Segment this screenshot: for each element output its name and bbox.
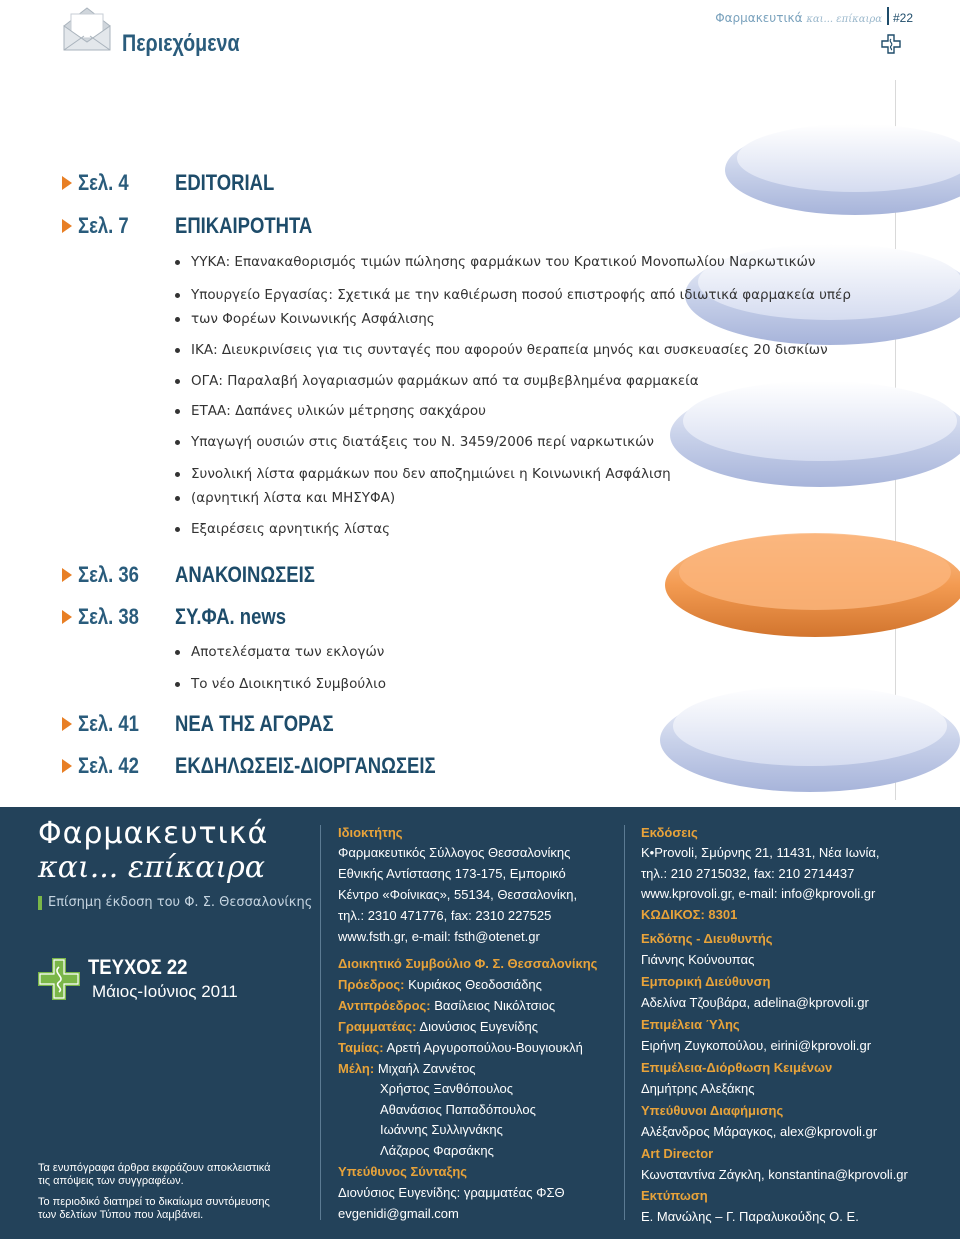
toc-entry[interactable] xyxy=(62,604,178,630)
colophon-entry xyxy=(338,1019,538,1034)
colophon-person: Μιχαήλ Ζαννέτος xyxy=(374,1061,476,1076)
toc-page: Σελ. 38 xyxy=(78,604,139,629)
colophon-line: Γιάννης Κούνουπας xyxy=(641,952,755,967)
column-divider xyxy=(624,825,625,1220)
colophon-line: evgenidi@gmail.com xyxy=(338,1206,459,1221)
colophon-line: Κέντρο «Φοίνικας», 55134, Θεσσαλονίκη, xyxy=(338,887,578,902)
disclaimer: Το περιοδικό διατηρεί το δικαίωμα συντόμευσης των δελτίων Τύπου που λαμβάνει. xyxy=(38,1196,270,1221)
list-item[interactable]: ΟΓΑ: Παραλαβή λογαριασμών φαρμάκων από τα συμβεβλημένα φαρμακεία xyxy=(175,369,699,393)
toc-page: Σελ. 36 xyxy=(78,562,139,587)
list-item[interactable]: Υπαγωγή ουσιών στις διατάξεις του Ν. 3459/2006 περί ναρκωτικών xyxy=(175,430,654,454)
colophon-heading: Ιδιοκτήτης xyxy=(338,825,403,840)
toc-title[interactable]: ΝΕΑ ΤΗΣ ΑΓΟΡΑΣ xyxy=(175,711,334,736)
colophon-heading: Εκτύπωση xyxy=(641,1188,708,1203)
toc-entry[interactable] xyxy=(62,753,178,779)
toc-page: Σελ. 41 xyxy=(78,711,139,736)
colophon-person: Κυριάκος Θεοδοσιάδης xyxy=(404,977,542,992)
colophon-line: τηλ.: 210 2715032, fax: 210 2714437 xyxy=(641,866,855,881)
list-item[interactable]: Υπουργείο Εργασίας: Σχετικά με την καθιέρωση ποσού επιστροφής από ιδιωτικά φαρμακεία υπέρ xyxy=(175,283,851,307)
issue-date: Μάιος-Ιούνιος 2011 xyxy=(92,982,238,1001)
arrow-icon xyxy=(62,568,72,582)
toc-page: Σελ. 42 xyxy=(78,753,139,778)
pill xyxy=(725,124,960,215)
running-head-sub: και... επίκαιρα xyxy=(806,14,882,25)
pharmacy-cross-icon xyxy=(38,958,80,1000)
colophon-heading: Εκδόσεις xyxy=(641,825,698,840)
pill xyxy=(660,686,960,792)
colophon-role: Μέλη: xyxy=(338,1061,375,1076)
toc-entry[interactable] xyxy=(62,213,178,239)
issue-number: #22 xyxy=(893,11,914,25)
brand-subtitle: και... επίκαιρα xyxy=(38,850,266,885)
toc-title[interactable]: EDITORIAL xyxy=(175,170,275,195)
toc-entry[interactable] xyxy=(62,711,178,737)
colophon-line: Ιωάννης Συλλιγνάκης xyxy=(380,1122,503,1137)
pill xyxy=(670,381,960,487)
issue-label: ΤΕΥΧΟΣ 22 xyxy=(88,956,188,979)
colophon-line: www.fsth.gr, e-mail: fsth@otenet.gr xyxy=(338,929,540,944)
colophon-entry xyxy=(338,977,542,992)
colophon-line: Δημήτρης Αλεξάκης xyxy=(641,1081,755,1096)
arrow-icon xyxy=(62,610,72,624)
colophon-line: Ε. Μανώλης – Γ. Παραλυκούδης Ο. Ε. xyxy=(641,1209,859,1224)
list-item[interactable]: Αποτελέσματα των εκλογών xyxy=(175,640,384,664)
arrow-icon xyxy=(62,176,72,190)
colophon-line: τηλ.: 2310 471776, fax: 2310 227525 xyxy=(338,908,552,923)
list-item-continuation[interactable]: των Φορέων Κοινωνικής Ασφάλισης xyxy=(175,307,435,331)
pill xyxy=(665,533,960,637)
colophon-line: Φαρμακευτικός Σύλλογος Θεσσαλονίκης xyxy=(338,845,571,860)
toc-entry[interactable] xyxy=(62,170,178,196)
envelope-icon xyxy=(62,6,112,52)
colophon-entry xyxy=(338,998,555,1013)
colophon-heading: Διοικητικό Συμβούλιο Φ. Σ. Θεσσαλονίκης xyxy=(338,956,598,971)
colophon-entry xyxy=(338,1040,583,1055)
list-item[interactable]: Εξαιρέσεις αρνητικής λίστας xyxy=(175,517,390,541)
colophon-line: Αθανάσιος Παπαδόπουλος xyxy=(380,1102,536,1117)
colophon-role: Αντιπρόεδρος: xyxy=(338,998,431,1013)
list-item[interactable]: ΥΥΚΑ: Επανακαθορισμός τιμών πώλησης φαρμάκων του Κρατικού Μονοπωλίου Ναρκωτικών xyxy=(175,250,815,274)
colophon-role: Γραμματέας: xyxy=(338,1019,417,1034)
toc-page: Σελ. 4 xyxy=(78,170,129,195)
colophon-entry xyxy=(338,1061,476,1076)
column-divider xyxy=(320,825,321,1220)
disclaimer: Τα ενυπόγραφα άρθρα εκφράζουν αποκλειστικά τις απόψεις των συγγραφέων. xyxy=(38,1162,271,1187)
colophon-line: www.kprovoli.gr, e-mail: info@kprovoli.gr xyxy=(641,886,876,901)
colophon-line: K•Provoli, Σμύρνης 21, 11431, Νέα Ιωνία, xyxy=(641,845,880,860)
official-publication: Επίσημη έκδοση του Φ. Σ. Θεσσαλονίκης xyxy=(48,895,313,910)
toc-title[interactable]: ΕΚΔΗΛΩΣΕΙΣ-ΔΙΟΡΓΑΝΩΣΕΙΣ xyxy=(175,753,436,778)
brand-name: Φαρμακευτικά xyxy=(38,816,269,851)
arrow-icon xyxy=(62,717,72,731)
colophon-heading: ΚΩΔΙΚΟΣ: 8301 xyxy=(641,907,738,922)
list-item-continuation[interactable]: (αρνητική λίστα και ΜΗΣΥΦΑ) xyxy=(175,486,395,510)
divider xyxy=(887,7,889,25)
list-item[interactable]: ΙΚΑ: Διευκρινίσεις για τις συνταγές που αφορούν θεραπεία μηνός και συσκευασίες 20 δισκίων xyxy=(175,338,828,362)
arrow-icon xyxy=(62,759,72,773)
colophon-person: Διονύσιος Ευγενίδης xyxy=(416,1019,539,1034)
colophon-heading: Εμπορική Διεύθυνση xyxy=(641,974,771,989)
colophon-heading: Επιμέλεια-Διόρθωση Κειμένων xyxy=(641,1060,833,1075)
accent-bar xyxy=(38,896,42,910)
colophon-line: Εθνικής Αντίστασης 173-175, Εμπορικό xyxy=(338,866,566,881)
colophon-line: Ειρήνη Ζυγκοπούλου, eirini@kprovoli.gr xyxy=(641,1038,872,1053)
colophon-line: Χρήστος Ξανθόπουλος xyxy=(380,1081,514,1096)
colophon-line: Αδελίνα Τζουβάρα, adelina@kprovoli.gr xyxy=(641,995,869,1010)
toc-page: Σελ. 7 xyxy=(78,213,129,238)
colophon-heading: Art Director xyxy=(641,1146,714,1161)
arrow-icon xyxy=(62,219,72,233)
pharmacy-cross-icon xyxy=(881,34,901,54)
toc-title[interactable]: ΕΠΙΚΑΙΡΟΤΗΤΑ xyxy=(175,213,313,238)
toc-title[interactable]: ΑΝΑΚΟΙΝΩΣΕΙΣ xyxy=(175,562,315,587)
colophon-line: Κωνσταντίνα Ζάγκλη, konstantina@kprovoli.gr xyxy=(641,1167,908,1182)
list-item[interactable]: Το νέο Διοικητικό Συμβούλιο xyxy=(175,672,386,696)
colophon-line: Διονύσιος Ευγενίδης: γραμματέας ΦΣΘ xyxy=(338,1185,565,1200)
page-title: Περιεχόμενα xyxy=(122,30,240,57)
list-item[interactable]: ΕΤΑΑ: Δαπάνες υλικών μέτρησης σακχάρου xyxy=(175,399,486,423)
toc-title[interactable]: ΣΥ.ΦΑ. news xyxy=(175,604,287,629)
colophon-heading: Εκδότης - Διευθυντής xyxy=(641,931,773,946)
colophon-line: Λάζαρος Φαρσάκης xyxy=(380,1143,494,1158)
colophon-line: Αλέξανδρος Μάραγκος, alex@kprovoli.gr xyxy=(641,1124,878,1139)
colophon-role: Ταμίας: xyxy=(338,1040,384,1055)
colophon-role: Πρόεδρος: xyxy=(338,977,405,992)
running-head-main: Φαρμακευτικά xyxy=(715,11,803,25)
running-head xyxy=(715,11,882,25)
colophon-heading: Επιμέλεια Ύλης xyxy=(641,1017,740,1032)
toc-entry[interactable] xyxy=(62,562,178,588)
colophon-person: Αρετή Αργυροπούλου-Βουγιουκλή xyxy=(383,1040,583,1055)
colophon-heading: Υπεύθυνοι Διαφήμισης xyxy=(641,1103,784,1118)
colophon-person: Βασίλειος Νικόλτσιος xyxy=(430,998,556,1013)
list-item[interactable]: Συνολική λίστα φαρμάκων που δεν αποζημιώνει η Κοινωνική Ασφάλιση xyxy=(175,462,671,486)
pills-illustration xyxy=(640,80,960,805)
colophon-heading: Υπεύθυνος Σύνταξης xyxy=(338,1164,468,1179)
